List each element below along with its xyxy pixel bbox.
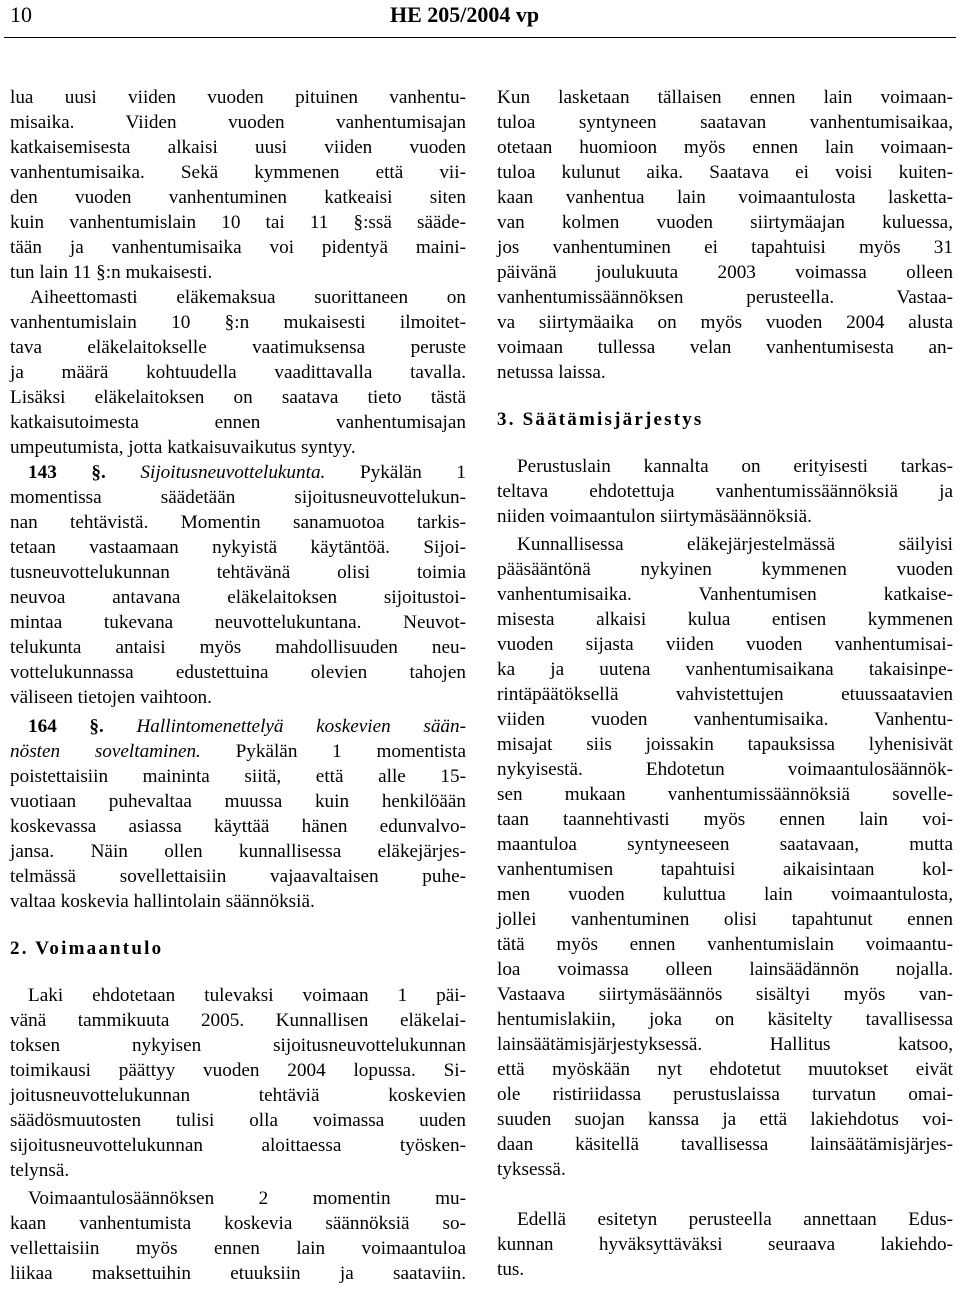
text-line: Voimaantulosäännöksen 2 momentin mu- (28, 1188, 466, 1209)
section-title: Hallintomenettelyä koskevien sään- (136, 716, 466, 737)
text-line: Kun lasketaan tällaisen ennen lain voimaan- (497, 87, 953, 108)
text-line: tään ja vanhentumisaika voi pidentyä maini- (10, 237, 466, 258)
paragraph-entry-into-force (10, 983, 466, 1183)
paragraph-proposal (497, 1207, 953, 1282)
text-line: jansa. Näin ollen kunnallisessa eläkejärjes- (10, 841, 466, 862)
text-line: netussa laissa. (497, 362, 606, 383)
text-line (10, 460, 466, 485)
text-line: kunnan hyväksyttäväksi seuraava lakiehdo- (497, 1234, 953, 1255)
text-line: toimikausi päättyy vuoden 2004 lopussa. Si- (10, 1060, 466, 1081)
text-line: vanhentumisen tapahtuisi aikaisintaan kol- (497, 859, 953, 880)
text-line: että myöskään nyt ehdotetut muutokset eivät (497, 1059, 953, 1080)
text-line: jollei vanhentuminen olisi tapahtunut ennen (497, 909, 953, 930)
text-line: telmässä sovellettaisiin vajaavaltaisen puhe- (10, 866, 466, 887)
text-line: tava eläkelaitokselle vaatimuksensa peruste (10, 337, 466, 358)
text-line: den vuoden vanhentuminen katkeaisi siten (10, 187, 466, 208)
text-line: daan käsitellä tavallisessa lainsäätämisjärjes- (497, 1134, 953, 1155)
text-line: Laki ehdotetaan tulevaksi voimaan 1 päi- (28, 985, 466, 1006)
text-line: otetaan huomioon myös ennen lain voimaan- (497, 137, 953, 158)
text-line: Edellä esitetyn perusteella annettaan Edus- (517, 1209, 953, 1230)
text-line: Aiheettomasti eläkemaksua suorittaneen on (30, 287, 466, 308)
text-line: telynsä. (10, 1160, 70, 1181)
paragraph-transitional (10, 1186, 466, 1286)
text-line: misaika. Viiden vuoden vanhentumisajan (10, 112, 466, 133)
text-line: ka ja uutena vanhentumisaikana takaisinpe- (497, 659, 953, 680)
text-line: lua uusi viiden vuoden pituinen vanhentu- (10, 87, 466, 108)
text-line: väliseen tietojen vaihtoon. (10, 687, 212, 708)
text-line: kuin vanhentumislain 10 tai 11 §:ssä sääde- (10, 212, 466, 233)
text-line: kaan vanhentumista koskevia säännöksiä so- (10, 1213, 466, 1234)
text-line: katkaisutoimesta ennen vanhentumisajan (10, 412, 466, 433)
text-line: men vuoden kuluttua lain voimaantulosta, (497, 884, 953, 905)
text-line: vanhentumisaika. Sekä kymmenen että vii- (10, 162, 466, 183)
text-line: pääsääntönä nykyinen kymmenen vuoden (497, 559, 953, 580)
paragraph-contribution-refund (10, 285, 466, 460)
text-line: neuvoa antavana eläkelaitoksen sijoitustoi- (10, 587, 466, 608)
text-line: lainsäätämisjärjestyksessä. Hallitus katsoo, (497, 1034, 953, 1055)
text-line: ole ristiriidassa perustuslaissa turvatun omai- (497, 1084, 953, 1105)
text-line: teltava ehdotettuja vanhentumissäännöksiä ja (497, 481, 953, 502)
text-line: Vastaava siirtymäsäännös sisältyi myös van- (497, 984, 953, 1005)
text-line: vellettaisiin myös ennen lain voimaantuloa (10, 1238, 466, 1259)
right-column (497, 85, 953, 1282)
text-line: vuoden sijasta viiden vuoden vanhentumisai- (497, 634, 953, 655)
heading-saatamisjarjestys: 3. Säätämisjärjestys (497, 409, 704, 430)
text-line: misesta alkaisi kulua entisen kymmenen (497, 609, 953, 630)
section-text: Pykälän 1 momentista (235, 741, 466, 762)
header-rule (4, 37, 956, 38)
text-line: misajat siis joissakin tapauksissa lyhenisivät (497, 734, 953, 755)
section-164 (10, 714, 466, 914)
text-line: tuloa kulunut aika. Saatava ei voisi kuiten- (497, 162, 953, 183)
document-id: HE 205/2004 vp (390, 2, 540, 27)
text-line: päivänä joulukuuta 2003 voimassa olleen (497, 262, 953, 283)
text-line: katkaisemisesta alkaisi uusi viiden vuoden (10, 137, 466, 158)
heading-voimaantulo: 2. Voimaantulo (10, 938, 164, 959)
text-line: kaan vanhentua lain voimaantulosta lasketta- (497, 187, 953, 208)
section-number: 143 §. (28, 462, 106, 483)
text-line: tusneuvottelukunnan tehtävänä olisi toimia (10, 562, 466, 583)
text-line: maantuloa syntyneeseen saatavaan, mutta (497, 834, 953, 855)
paragraph-pre-existing-claims (497, 85, 953, 385)
text-line: nykyisestä. Ehdotetun voimaantulosäännök- (497, 759, 953, 780)
text-line: loa voimassa olleen lainsäädännön nojalla. (497, 959, 953, 980)
text-line: Kunnallisessa eläkejärjestelmässä säilyisi (517, 534, 953, 555)
text-line: hentumislakiin, joka on käsitelty tavallisessa (497, 1009, 953, 1030)
text-line: va siirtymäaika on myös vuoden 2004 alusta (497, 312, 953, 333)
text-line: sijoitusneuvottelukunnan aloittaessa työsken- (10, 1135, 466, 1156)
page-number: 10 (10, 2, 32, 27)
text-line: mintaa tukevana neuvottelukuntana. Neuvot- (10, 612, 466, 633)
text-line: rintäpäätöksellä vahvistettujen etuussaatavien (497, 684, 953, 705)
text-line: joitusneuvottelukunnan tehtäviä koskevien (10, 1085, 466, 1106)
text-line: valtaa koskevia hallintolain säännöksiä. (10, 891, 315, 912)
text-line: van kolmen vuoden siirtymäajan kuluessa, (497, 212, 953, 233)
paragraph-municipal-pension (497, 532, 953, 1182)
text-line: niiden voimaantulon siirtymäsäännöksiä. (497, 506, 812, 527)
text-line: Perustuslain kannalta on erityisesti tarkas- (517, 456, 953, 477)
text-line: ja määrä kohtuudella vaadittavalla tavalla. (10, 362, 466, 383)
paragraph-constitutional-review (497, 454, 953, 529)
text-line: liikaa maksettuihin etuuksiin ja saataviin. (10, 1263, 466, 1284)
text-line: nan tehtävistä. Momentin sanamuotoa tarkis- (10, 512, 466, 533)
paragraph-limitation-period (10, 85, 466, 285)
text-line: vänä tammikuuta 2005. Kunnallisen eläkelai- (10, 1010, 466, 1031)
section-number: 164 §. (28, 716, 104, 737)
text-line: tyksessä. (497, 1159, 566, 1180)
text-line: tun lain 11 §:n mukaisesti. (10, 262, 213, 283)
text-line: säädösmuutosten tulisi olla voimassa uuden (10, 1110, 466, 1131)
text-line: sen mukaan vanhentumissäännöksiä sovelle- (497, 784, 953, 805)
text-line: tätä myös ennen vanhentumislain voimaantu- (497, 934, 953, 955)
text-line: umpeutumista, jotta katkaisuvaikutus syntyy. (10, 437, 356, 458)
text-line: suuden suojan kanssa ja että lakiehdotus voi- (497, 1109, 953, 1130)
text-line: vanhentumislain 10 §:n mukaisesti ilmoitet- (10, 312, 466, 333)
section-text: Pykälän 1 (359, 462, 466, 483)
text-line: telukunta antaisi myös mahdollisuuden neu- (10, 637, 466, 658)
text-line (10, 714, 466, 739)
text-line: Lisäksi eläkelaitoksen on saatava tieto tästä (10, 387, 466, 408)
left-column (10, 85, 466, 1286)
text-line: jos vanhentuminen ei tapahtuisi myös 31 (497, 237, 953, 258)
text-line: toksen nykyisen sijoitusneuvottelukunnan (10, 1035, 466, 1056)
text-line: vanhentumissäännöksen perusteella. Vastaa- (497, 287, 953, 308)
text-line: vottelukunnassa edustettuina olevien tahojen (10, 662, 466, 683)
text-line: vanhentumisaika. Vanhentumisen katkaise- (497, 584, 953, 605)
section-title: Sijoitusneuvottelukunta. (140, 462, 326, 483)
text-line (10, 739, 466, 764)
text-line: tus. (497, 1259, 525, 1280)
text-line: voimaan tullessa velan vanhentumisesta an- (497, 337, 953, 358)
text-line: taan taannehtivasti myös ennen lain voi- (497, 809, 953, 830)
section-143 (10, 460, 466, 710)
section-title: nösten soveltaminen. (10, 741, 201, 762)
text-line: tetaan vastaamaan nykyistä käytäntöä. Sijoi- (10, 537, 466, 558)
text-line: viiden vuoden vanhentumisaika. Vanhentu- (497, 709, 953, 730)
text-line: poistettaisiin maininta siitä, että alle 15- (10, 766, 466, 787)
text-line: momentissa säädetään sijoitusneuvottelukun- (10, 487, 466, 508)
text-line: koskevassa asiassa käyttää hänen edunvalvo- (10, 816, 466, 837)
text-line: tuloa syntyneen saatavan vanhentumisaikaa, (497, 112, 953, 133)
text-line: vuotiaan puhevaltaa muussa kuin henkilöään (10, 791, 466, 812)
